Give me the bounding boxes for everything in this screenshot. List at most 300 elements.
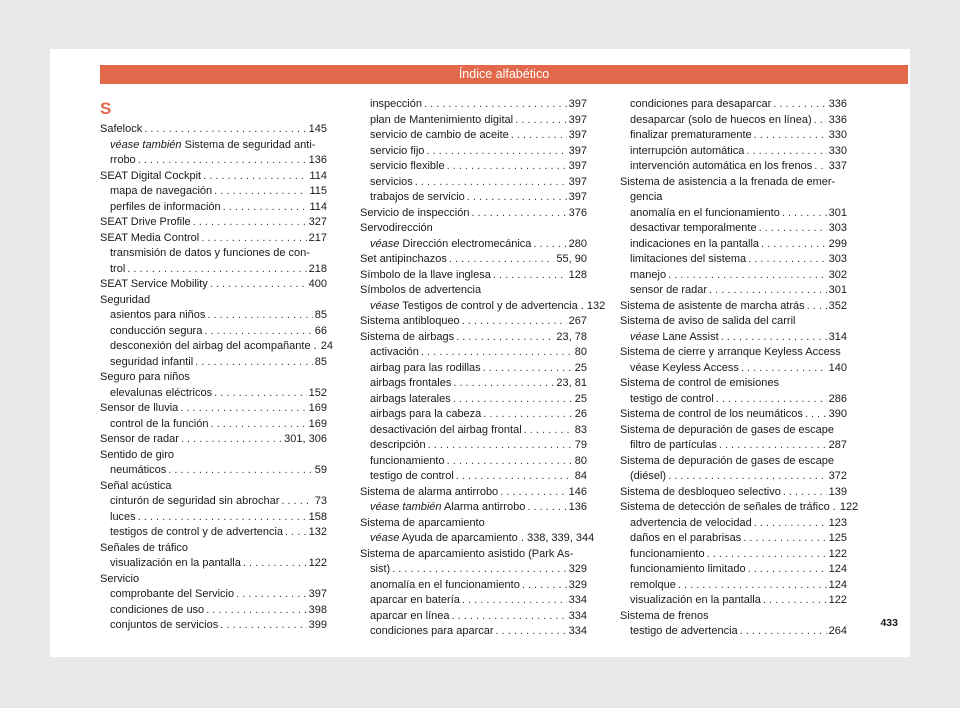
index-entry <box>620 268 847 284</box>
index-entry-text <box>110 417 208 433</box>
index-term: Servicio <box>100 572 140 585</box>
dot-leader <box>814 113 827 129</box>
page-reference: 337 <box>828 160 847 172</box>
index-entry-text <box>110 339 317 355</box>
index-entry <box>100 215 327 231</box>
dot-leader <box>483 361 573 377</box>
index-term: SEAT Digital Cockpit <box>100 169 202 182</box>
page-reference: 334 <box>568 625 587 637</box>
page-reference: 286 <box>828 392 847 405</box>
page-reference: 66 <box>314 324 327 337</box>
dot-leader <box>456 469 573 485</box>
dot-leader <box>462 593 567 609</box>
dot-leader <box>392 562 566 578</box>
dot-leader <box>746 144 826 160</box>
dot-leader <box>467 190 567 206</box>
dot-leader <box>203 169 307 185</box>
dot-leader <box>449 252 555 268</box>
index-term: anomalía en el funcionamiento <box>630 206 780 219</box>
index-entry-text <box>630 144 744 160</box>
index-term: visualización en la pantalla <box>110 557 241 569</box>
index-term: Sentido de giro <box>100 448 174 461</box>
index-term: Sistema de detección de señales de tráfico . <box>620 501 836 513</box>
index-heading <box>360 283 587 299</box>
index-entry <box>620 206 847 222</box>
dot-leader <box>453 392 573 408</box>
page-reference: 122 <box>828 547 847 560</box>
index-heading <box>360 221 587 237</box>
dot-leader <box>773 97 826 113</box>
index-entry <box>360 407 587 423</box>
index-entry <box>100 169 327 185</box>
index-entry <box>360 438 587 454</box>
index-entry-text <box>370 361 481 377</box>
index-entry <box>100 231 327 247</box>
index-entry <box>360 330 587 346</box>
index-entry-text <box>370 423 522 439</box>
index-term: testigo de control <box>370 470 454 482</box>
index-entry-text <box>100 122 142 138</box>
page-reference: 85 <box>314 355 327 368</box>
page-reference: 125 <box>828 532 847 544</box>
index-entry-text <box>370 144 424 160</box>
index-heading <box>620 314 847 330</box>
index-entry-text <box>370 113 513 129</box>
index-term: testigo de control <box>630 392 714 405</box>
dot-leader <box>783 485 827 501</box>
dot-leader <box>805 407 827 423</box>
dot-leader <box>180 401 306 417</box>
index-entry-text <box>110 603 204 619</box>
index-entry <box>620 624 847 640</box>
see-also-label: véase <box>370 237 400 250</box>
index-entry-text <box>110 386 212 402</box>
dot-leader <box>447 454 573 470</box>
index-entry-text <box>630 392 714 408</box>
page-reference: 23, 78 <box>556 330 587 343</box>
index-term: Sistema antibloqueo <box>360 315 460 327</box>
index-entry <box>620 531 847 547</box>
dot-leader <box>522 578 567 594</box>
page-reference: 83 <box>574 423 587 436</box>
index-entry <box>360 314 587 330</box>
index-entry-text <box>630 252 746 268</box>
index-term: airbags para la cabeza <box>370 408 482 420</box>
page-reference: 330 <box>828 144 847 157</box>
index-entry-text <box>110 587 234 603</box>
dot-leader <box>236 587 307 603</box>
index-term: Ayuda de aparcamiento . 338, 339, 344 <box>399 532 595 544</box>
index-entry-text <box>370 407 481 423</box>
index-entry-text <box>630 562 746 578</box>
index-entry-text <box>630 361 739 377</box>
page-reference: 59 <box>314 464 327 476</box>
index-term: plan de Mantenimiento digital <box>370 113 514 126</box>
index-term: conjuntos de servicios <box>110 619 219 631</box>
page-reference: 122 <box>828 594 847 606</box>
page-reference: 327 <box>308 216 327 228</box>
index-term: testigos de control y de advertencia <box>110 526 284 538</box>
dot-leader <box>206 603 306 619</box>
page-reference: 146 <box>568 485 587 498</box>
index-entry-text <box>630 330 719 346</box>
dot-leader <box>426 144 566 160</box>
index-term: Sistema de depuración de gases de escape <box>620 423 835 436</box>
dot-leader <box>193 215 307 231</box>
index-term: Señales de tráfico <box>100 541 189 554</box>
page-reference: 334 <box>568 594 587 606</box>
dot-leader <box>740 624 827 640</box>
index-entry-text <box>110 618 218 634</box>
index-entry <box>100 184 327 200</box>
index-entry <box>360 237 587 253</box>
page-reference: 314 <box>828 330 847 343</box>
index-entry-text <box>370 175 413 191</box>
index-entry-text <box>100 401 178 417</box>
index-term: indicaciones en la pantalla <box>630 237 760 250</box>
page-reference: 397 <box>568 160 587 172</box>
page-reference: 301 <box>828 284 847 296</box>
dot-leader <box>743 531 826 547</box>
index-term: Sensor de lluvia <box>100 402 179 414</box>
index-term: Sistema de asistente de marcha atrás <box>620 299 805 312</box>
index-entry-text <box>370 438 426 454</box>
index-entry-text <box>370 469 454 485</box>
index-term: desactivación del airbag frontal <box>370 423 522 436</box>
index-entry <box>100 153 327 169</box>
page-reference: 124 <box>828 563 847 575</box>
page-reference: 140 <box>828 361 847 374</box>
index-heading <box>360 299 606 315</box>
page-reference: 303 <box>828 253 847 265</box>
dot-leader <box>421 345 573 361</box>
page-reference: 26 <box>574 408 587 420</box>
index-entry-text <box>370 624 494 640</box>
index-term: Sistema de desbloqueo selectivo <box>620 485 781 498</box>
index-heading <box>100 370 327 386</box>
index-term: testigo de advertencia <box>630 625 738 637</box>
index-term: funcionamiento <box>630 547 705 560</box>
dot-leader <box>807 299 827 315</box>
index-entry-text <box>110 525 283 541</box>
index-term: Sistema de aparcamiento <box>360 516 485 529</box>
index-entry <box>620 113 847 129</box>
index-entry-text <box>370 392 451 408</box>
dot-leader <box>511 128 567 144</box>
dot-leader <box>524 423 573 439</box>
index-term: rrobo <box>110 154 136 166</box>
index-term: mapa de navegación <box>110 185 213 197</box>
page-reference: 397 <box>568 98 587 110</box>
index-column-2 <box>360 97 606 640</box>
index-term: control de la función <box>110 417 209 430</box>
index-entry <box>360 159 587 175</box>
see-also-label: véase <box>370 299 400 312</box>
dot-leader <box>281 494 312 510</box>
index-heading <box>100 448 327 464</box>
page-reference: 399 <box>308 619 327 631</box>
index-heading <box>100 572 327 588</box>
index-entry <box>360 423 587 439</box>
index-term: sist) <box>370 563 391 575</box>
page-reference: 264 <box>828 625 847 637</box>
index-term: véase Keyless Access <box>630 361 739 374</box>
page-number: 433 <box>880 617 898 629</box>
index-column-3 <box>620 97 859 640</box>
index-entry <box>620 500 859 516</box>
index-entry-text <box>630 283 707 299</box>
page-reference: 139 <box>828 485 847 498</box>
index-entry-text <box>630 547 705 563</box>
index-heading <box>620 454 847 470</box>
index-term: condiciones para aparcar <box>370 625 494 637</box>
index-entry-text <box>110 510 136 526</box>
index-term: Señal acústica <box>100 479 172 492</box>
dot-leader <box>496 624 567 640</box>
index-entry-text <box>110 153 136 169</box>
index-heading <box>360 516 587 532</box>
dot-leader <box>707 547 827 563</box>
index-heading <box>100 293 327 309</box>
dot-leader <box>456 330 554 346</box>
dot-leader <box>471 206 566 222</box>
index-entry-text <box>370 578 520 594</box>
document-page <box>50 49 910 657</box>
index-entry-text <box>630 97 771 113</box>
index-entry <box>620 330 847 346</box>
index-term: Sistema de control de los neumáticos <box>620 408 803 420</box>
index-term: condiciones de uso <box>110 603 205 616</box>
index-heading <box>620 345 847 361</box>
index-term: desconexión del airbag del acompañante . <box>110 340 317 352</box>
index-entry-text <box>370 237 531 253</box>
dot-leader <box>533 237 566 253</box>
index-entry-text <box>620 299 805 315</box>
page-reference: 302 <box>828 268 847 281</box>
index-entry-text <box>360 268 491 284</box>
page-reference: 124 <box>828 578 847 591</box>
index-heading <box>620 190 847 206</box>
dot-leader <box>195 355 313 371</box>
dot-leader <box>462 314 567 330</box>
index-entry <box>620 361 847 377</box>
index-entry <box>100 556 327 572</box>
index-term: asientos para niños <box>110 309 206 321</box>
index-entry <box>360 469 587 485</box>
index-entry <box>360 361 587 377</box>
index-entry-text <box>110 355 193 371</box>
index-entry-text <box>630 531 741 547</box>
index-term: trabajos de servicio <box>370 191 465 203</box>
index-entry <box>360 113 587 129</box>
index-entry <box>620 438 847 454</box>
page-reference: 301, 306 <box>284 433 327 445</box>
index-entry <box>620 593 847 609</box>
index-entry-text <box>100 432 179 448</box>
page-reference: 84 <box>574 470 587 482</box>
index-entry <box>360 190 587 206</box>
page-reference: 79 <box>574 439 587 451</box>
index-entry-text <box>620 500 836 516</box>
index-entry <box>100 618 327 634</box>
index-entry-text <box>110 556 241 572</box>
index-entry-text <box>630 624 738 640</box>
index-entry <box>360 252 587 268</box>
page-reference: 352 <box>828 299 847 312</box>
index-entry-text <box>370 190 465 206</box>
page-reference: 329 <box>568 578 587 591</box>
index-term: visualización en la pantalla <box>630 594 761 606</box>
index-term: SEAT Service Mobility <box>100 278 208 290</box>
index-term: Sistema de asistencia a la frenada de emer- <box>620 175 836 188</box>
page-reference: 397 <box>568 191 587 203</box>
dot-leader <box>452 609 567 625</box>
index-entry <box>360 454 587 470</box>
page-reference: 122 <box>839 501 859 513</box>
index-entry <box>620 128 847 144</box>
index-term: Sistema de cierre y arranque Keyless Access <box>620 346 841 358</box>
index-entry-text <box>360 206 469 222</box>
index-term: sensor de radar <box>630 284 708 296</box>
dot-leader <box>668 268 827 284</box>
dot-leader <box>709 283 827 299</box>
dot-leader <box>527 500 566 516</box>
index-term: Testigos de control y de advertencia . 132 <box>399 299 606 312</box>
index-term: descripción <box>370 439 426 451</box>
index-entry-text <box>110 324 202 340</box>
dot-leader <box>483 407 572 423</box>
index-term: servicio flexible <box>370 160 445 172</box>
index-term: Set antipinchazos <box>360 253 447 265</box>
index-entry <box>100 463 327 479</box>
index-heading <box>360 531 595 547</box>
page-reference: 55, 90 <box>556 253 587 265</box>
dot-leader <box>493 268 567 284</box>
index-term: Sistema de alarma antirrobo <box>360 485 499 498</box>
index-term: servicio de cambio de aceite <box>370 129 509 141</box>
dot-leader <box>138 510 307 526</box>
index-term: Sistema de depuración de gases de escape <box>620 454 835 467</box>
index-term: funcionamiento limitado <box>630 563 746 575</box>
index-entry <box>620 159 847 175</box>
index-term: Sistema de seguridad anti- <box>181 138 316 151</box>
index-entry-text <box>110 494 279 510</box>
index-term: Sensor de radar <box>100 433 179 445</box>
dot-leader <box>761 237 827 253</box>
index-term: desaparcar (solo de huecos en línea) <box>630 113 812 126</box>
page-reference: 299 <box>828 237 847 250</box>
index-term: Sistema de frenos <box>620 609 709 622</box>
index-term: Sistema de airbags <box>360 330 455 343</box>
index-entry <box>100 339 333 355</box>
index-term: advertencia de velocidad <box>630 516 752 529</box>
index-term: anomalía en el funcionamiento <box>370 578 520 591</box>
index-entry-text <box>110 308 205 324</box>
page-reference: 217 <box>308 231 327 244</box>
index-entry-text <box>100 215 191 231</box>
index-entry <box>620 252 847 268</box>
index-term: SEAT Drive Profile <box>100 216 191 228</box>
page-reference: 122 <box>308 557 327 569</box>
page-reference: 73 <box>314 495 327 507</box>
index-entry <box>360 485 587 501</box>
page-reference: 145 <box>308 123 327 135</box>
index-entry-text <box>370 609 450 625</box>
dot-leader <box>210 277 307 293</box>
dot-leader <box>741 361 827 377</box>
dot-leader <box>415 175 567 191</box>
index-entry <box>620 562 847 578</box>
index-entry <box>620 144 847 160</box>
index-entry <box>360 345 587 361</box>
index-term: neumáticos <box>110 464 167 476</box>
index-term: Seguridad <box>100 293 151 306</box>
index-term: inspección <box>370 98 422 110</box>
dot-leader <box>285 525 307 541</box>
page-reference: 334 <box>568 609 587 622</box>
index-term: comprobante del Servicio <box>110 588 235 600</box>
index-entry <box>100 603 327 619</box>
index-entry-text <box>370 454 445 470</box>
index-heading <box>620 609 847 625</box>
index-term: cinturón de seguridad sin abrochar <box>110 495 280 507</box>
index-term: manejo <box>630 268 667 281</box>
page-reference: 287 <box>828 439 847 451</box>
index-entry-text <box>110 184 212 200</box>
dot-leader <box>754 516 827 532</box>
dot-leader <box>223 200 308 216</box>
index-entry <box>620 97 847 113</box>
dot-leader <box>500 485 566 501</box>
page-reference: 136 <box>308 154 327 166</box>
index-entry <box>620 299 847 315</box>
page-reference: 372 <box>828 470 847 482</box>
dot-leader <box>168 463 312 479</box>
index-term: condiciones para desaparcar <box>630 98 772 110</box>
index-entry <box>620 237 847 253</box>
index-term: Sistema de aparcamiento asistido (Park As- <box>360 547 574 560</box>
index-entry <box>100 432 327 448</box>
page-header-title: Índice alfabético <box>100 65 908 84</box>
index-entry-text <box>370 562 390 578</box>
dot-leader <box>220 618 306 634</box>
page-reference: 115 <box>309 185 327 197</box>
index-term: servicios <box>370 175 413 188</box>
index-term: luces <box>110 510 136 523</box>
index-term: seguridad infantil <box>110 355 194 368</box>
index-term: transmisión de datos y funciones de con- <box>110 247 310 259</box>
page-reference: 400 <box>308 278 327 290</box>
page-reference: 397 <box>308 588 327 600</box>
index-entry-text <box>360 252 447 268</box>
dot-leader <box>748 562 827 578</box>
page-reference: 158 <box>308 510 327 523</box>
page-reference: 303 <box>828 222 847 234</box>
index-entry-text <box>630 516 752 532</box>
index-term: Dirección electromecánica <box>399 237 532 250</box>
page-reference: 80 <box>574 346 587 358</box>
see-also-label: véase también <box>110 138 182 151</box>
index-term: limitaciones del sistema <box>630 253 747 265</box>
page-reference: 80 <box>574 454 587 467</box>
index-term: aparcar en batería <box>370 594 460 606</box>
index-term: Alarma antirrobo <box>441 501 526 513</box>
index-entry <box>360 392 587 408</box>
index-entry-text <box>630 469 666 485</box>
dot-leader <box>759 221 827 237</box>
index-entry <box>360 97 587 113</box>
index-term: airbag para las rodillas <box>370 361 481 374</box>
